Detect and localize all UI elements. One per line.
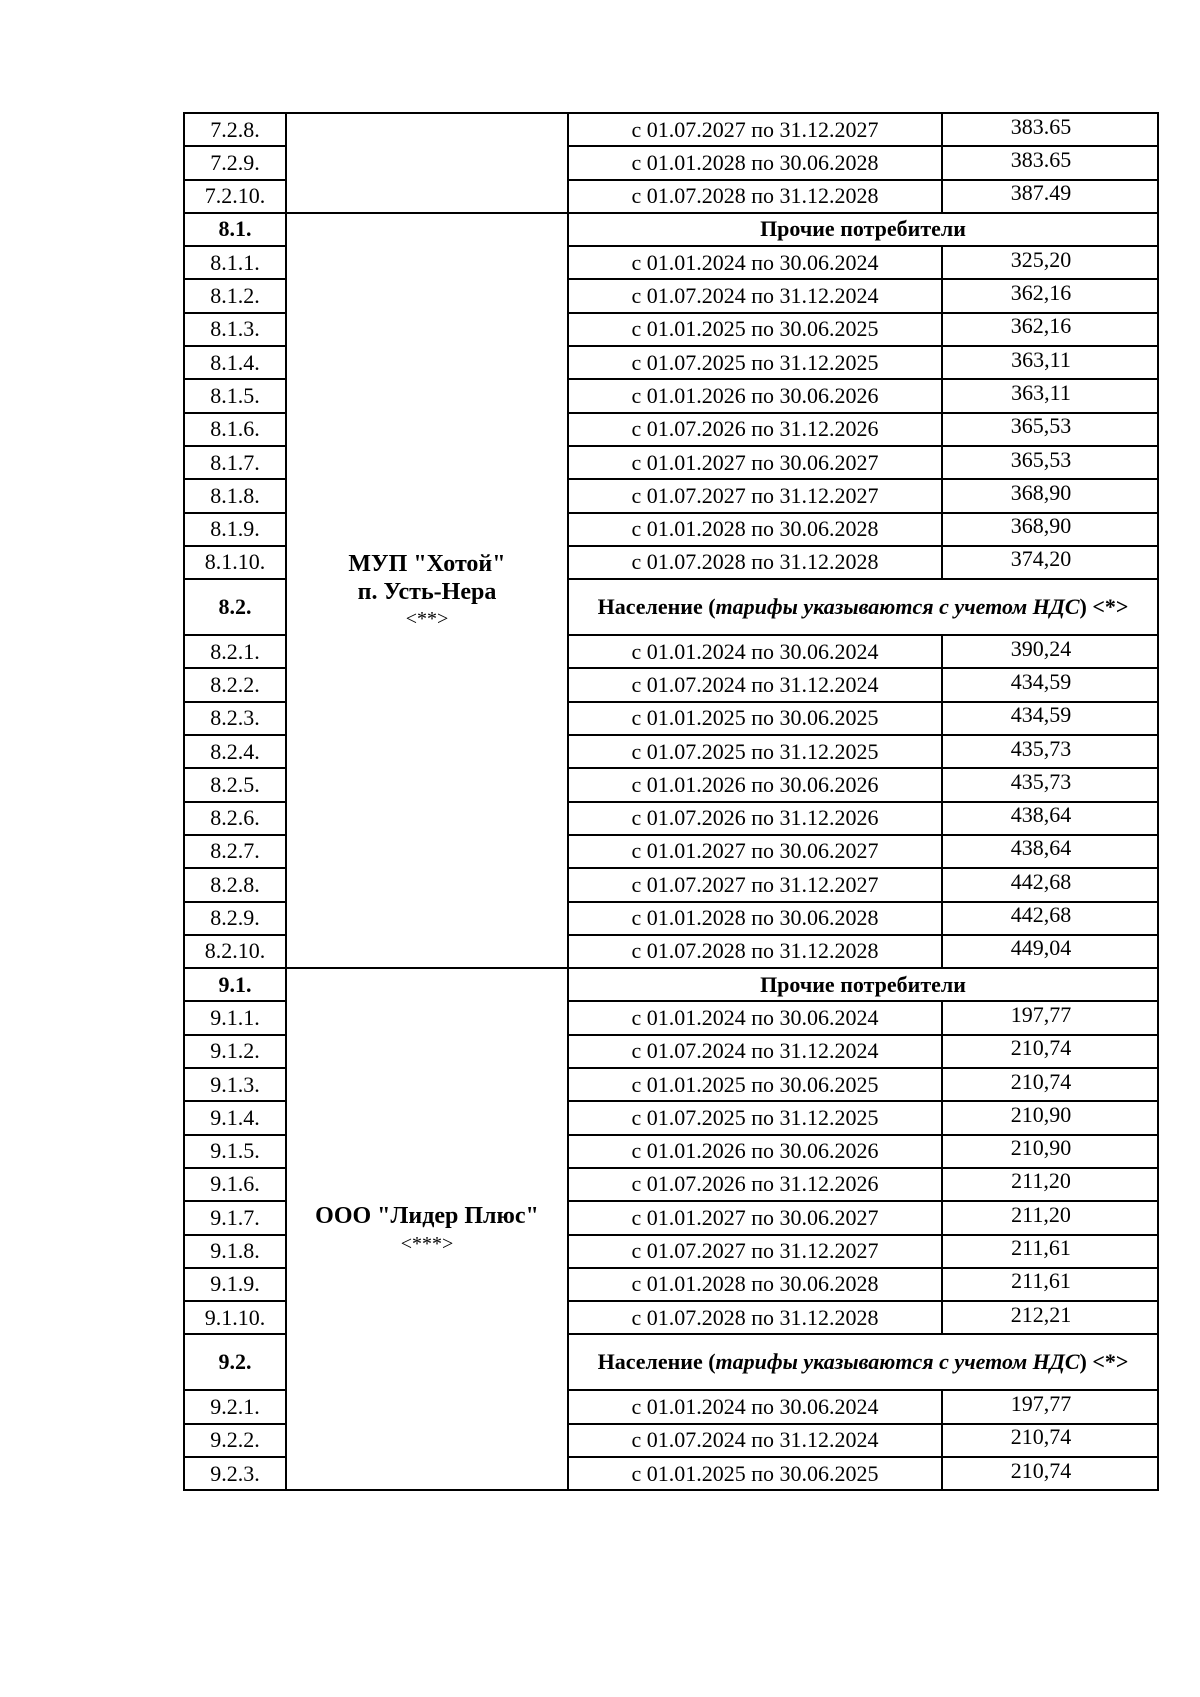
category-population <box>568 579 1158 635</box>
organization-cell <box>286 968 568 1490</box>
row-number: 9.1.5. <box>184 1135 286 1168</box>
tariff-value <box>942 1424 1158 1457</box>
tariff-value <box>942 1390 1158 1423</box>
period-cell: с 01.01.2024 по 30.06.2024 <box>568 246 942 279</box>
tariff-value <box>942 668 1158 701</box>
tariff-value <box>942 546 1158 579</box>
category-row <box>184 968 1158 1001</box>
period-cell: с 01.01.2025 по 30.06.2025 <box>568 1068 942 1101</box>
period-cell: с 01.01.2024 по 30.06.2024 <box>568 1001 942 1034</box>
tariff-value-text: 365,53 <box>1010 446 1072 472</box>
tariff-value-text: 438,64 <box>1010 802 1072 828</box>
period-cell: с 01.07.2026 по 31.12.2026 <box>568 413 942 446</box>
row-number: 9.1.10. <box>184 1301 286 1334</box>
tariff-value <box>942 935 1158 968</box>
row-number: 9.1.8. <box>184 1235 286 1268</box>
tariff-value-text: 368,90 <box>1010 479 1072 505</box>
period-cell: с 01.07.2024 по 31.12.2024 <box>568 1035 942 1068</box>
period-cell: с 01.07.2026 по 31.12.2026 <box>568 802 942 835</box>
period-cell: с 01.01.2028 по 30.06.2028 <box>568 146 942 179</box>
tariff-value <box>942 1301 1158 1334</box>
tariff-value <box>942 868 1158 901</box>
period-cell: с 01.07.2028 по 31.12.2028 <box>568 935 942 968</box>
category-population-ref: ) <*> <box>1079 594 1129 620</box>
tariff-value <box>942 802 1158 835</box>
period-cell: с 01.07.2028 по 31.12.2028 <box>568 180 942 213</box>
tariff-value-text: 211,61 <box>1011 1235 1071 1261</box>
category-row <box>184 213 1158 246</box>
category-population <box>568 1334 1158 1390</box>
row-number: 8.2.2. <box>184 668 286 701</box>
category-population-note: тарифы указываются с учетом НДС <box>715 1349 1080 1375</box>
period-cell: с 01.07.2024 по 31.12.2024 <box>568 1424 942 1457</box>
period-cell: с 01.07.2025 по 31.12.2025 <box>568 1101 942 1134</box>
tariff-value <box>942 413 1158 446</box>
row-number: 8.1.1. <box>184 246 286 279</box>
period-cell: с 01.01.2028 по 30.06.2028 <box>568 513 942 546</box>
tariff-value-text: 438,64 <box>1010 835 1072 861</box>
tariff-value-text: 210,74 <box>1010 1068 1072 1094</box>
tariff-value <box>942 1135 1158 1168</box>
organization-footnote-ref: <**> <box>405 608 449 631</box>
period-cell: с 01.07.2024 по 31.12.2024 <box>568 668 942 701</box>
period-cell: с 01.01.2025 по 30.06.2025 <box>568 702 942 735</box>
tariff-value-text: 434,59 <box>1010 669 1072 694</box>
period-cell: с 01.01.2026 по 30.06.2026 <box>568 379 942 412</box>
row-number: 8.2.7. <box>184 835 286 868</box>
period-cell: с 01.07.2028 по 31.12.2028 <box>568 1301 942 1334</box>
row-number: 7.2.9. <box>184 146 286 179</box>
tariff-value-text: 197,77 <box>1010 1390 1072 1416</box>
row-number: 9.1.3. <box>184 1068 286 1101</box>
period-cell: с 01.01.2027 по 30.06.2027 <box>568 446 942 479</box>
tariff-value-text: 210,74 <box>1010 1035 1072 1061</box>
row-number: 8.2.5. <box>184 768 286 801</box>
period-cell: с 01.07.2025 по 31.12.2025 <box>568 346 942 379</box>
period-cell: с 01.01.2028 по 30.06.2028 <box>568 902 942 935</box>
tariff-value <box>942 1068 1158 1101</box>
tariff-value-text: 362,16 <box>1010 313 1072 339</box>
tariff-value-text: 362,16 <box>1010 280 1072 306</box>
period-cell: с 01.07.2026 по 31.12.2026 <box>568 1168 942 1201</box>
tariff-value-text: 374,20 <box>1010 546 1072 572</box>
tariff-value <box>942 279 1158 312</box>
tariff-value-text: 210,74 <box>1010 1424 1072 1450</box>
category-other-consumers: Прочие потребители <box>568 213 1158 246</box>
period-cell: с 01.07.2028 по 31.12.2028 <box>568 546 942 579</box>
tariff-value-text: 363,11 <box>1011 379 1071 405</box>
row-number: 8.1.6. <box>184 413 286 446</box>
row-number: 9.1.1. <box>184 1001 286 1034</box>
tariff-value <box>942 768 1158 801</box>
tariff-value-text: 210,90 <box>1010 1101 1072 1127</box>
period-cell: с 01.07.2025 по 31.12.2025 <box>568 735 942 768</box>
row-number: 7.2.8. <box>184 113 286 146</box>
tariff-value <box>942 1201 1158 1234</box>
row-number: 9.1.2. <box>184 1035 286 1068</box>
tariff-value <box>942 1035 1158 1068</box>
organization-name: МУП "Хотой" <box>348 550 506 577</box>
tariff-value <box>942 1268 1158 1301</box>
tariff-value <box>942 113 1158 146</box>
row-number: 8.2.6. <box>184 802 286 835</box>
tariff-value-text: 197,77 <box>1010 1001 1072 1027</box>
tariff-value <box>942 635 1158 668</box>
section-number: 8.2. <box>184 579 286 635</box>
period-cell: с 01.01.2028 по 30.06.2028 <box>568 1268 942 1301</box>
organization-cell-continued <box>286 113 568 213</box>
row-number: 9.2.3. <box>184 1457 286 1490</box>
row-number: 8.1.7. <box>184 446 286 479</box>
tariff-value-text: 212,21 <box>1010 1301 1072 1327</box>
tariff-value <box>942 379 1158 412</box>
tariff-value <box>942 146 1158 179</box>
row-number: 8.1.5. <box>184 379 286 412</box>
row-number: 8.2.8. <box>184 868 286 901</box>
row-number: 8.2.3. <box>184 702 286 735</box>
category-population-ref: ) <*> <box>1079 1349 1129 1375</box>
row-number: 9.1.4. <box>184 1101 286 1134</box>
organization-place: п. Усть-Нера <box>357 578 497 605</box>
category-other-consumers: Прочие потребители <box>568 968 1158 1001</box>
row-number: 9.2.2. <box>184 1424 286 1457</box>
tariff-value <box>942 735 1158 768</box>
tariff-table-body <box>184 113 1158 1490</box>
period-cell: с 01.01.2027 по 30.06.2027 <box>568 835 942 868</box>
tariff-value-text: 442,68 <box>1010 868 1072 894</box>
row-number: 8.1.8. <box>184 479 286 512</box>
table-row <box>184 113 1158 146</box>
tariff-value <box>942 246 1158 279</box>
tariff-value <box>942 1101 1158 1134</box>
period-cell: с 01.01.2026 по 30.06.2026 <box>568 1135 942 1168</box>
row-number: 9.1.9. <box>184 1268 286 1301</box>
row-number: 8.1.10. <box>184 546 286 579</box>
row-number: 8.1.4. <box>184 346 286 379</box>
row-number: 9.1.6. <box>184 1168 286 1201</box>
tariff-value-text: 363,11 <box>1011 346 1071 372</box>
period-cell: с 01.07.2027 по 31.12.2027 <box>568 479 942 512</box>
tariff-value-text: 211,20 <box>1011 1168 1071 1194</box>
tariff-value-text: 383.65 <box>1010 146 1072 172</box>
section-number: 8.1. <box>184 213 286 246</box>
section-number: 9.2. <box>184 1334 286 1390</box>
tariff-value-text: 368,90 <box>1010 513 1072 539</box>
tariff-value-text: 435,73 <box>1010 735 1072 761</box>
tariff-value <box>942 313 1158 346</box>
row-number: 8.1.2. <box>184 279 286 312</box>
tariff-value-text: 383.65 <box>1010 113 1072 139</box>
tariff-value <box>942 479 1158 512</box>
period-cell: с 01.01.2027 по 30.06.2027 <box>568 1201 942 1234</box>
row-number: 8.2.4. <box>184 735 286 768</box>
tariff-value-text: 211,61 <box>1011 1268 1071 1294</box>
category-population-label: Население ( <box>597 1349 716 1375</box>
tariff-value <box>942 346 1158 379</box>
period-cell: с 01.07.2027 по 31.12.2027 <box>568 113 942 146</box>
tariff-value-text: 434,59 <box>1010 702 1072 728</box>
row-number: 8.2.10. <box>184 935 286 968</box>
tariff-value <box>942 702 1158 735</box>
section-number: 9.1. <box>184 968 286 1001</box>
tariff-value <box>942 1168 1158 1201</box>
row-number: 9.2.1. <box>184 1390 286 1423</box>
tariff-value-text: 435,73 <box>1010 768 1072 794</box>
tariff-value-text: 211,20 <box>1011 1201 1071 1227</box>
period-cell: с 01.07.2027 по 31.12.2027 <box>568 1235 942 1268</box>
tariff-value <box>942 1457 1158 1490</box>
tariff-value <box>942 1235 1158 1268</box>
period-cell: с 01.01.2025 по 30.06.2025 <box>568 313 942 346</box>
row-number: 7.2.10. <box>184 180 286 213</box>
tariff-value-text: 442,68 <box>1010 902 1072 928</box>
row-number: 9.1.7. <box>184 1201 286 1234</box>
category-population-label: Население ( <box>597 594 716 620</box>
category-population-note: тарифы указываются с учетом НДС <box>715 594 1080 620</box>
tariff-value <box>942 902 1158 935</box>
tariff-value <box>942 513 1158 546</box>
tariff-value-text: 325,20 <box>1010 246 1072 272</box>
row-number: 8.1.3. <box>184 313 286 346</box>
tariff-value <box>942 1001 1158 1034</box>
row-number: 8.2.9. <box>184 902 286 935</box>
tariff-table <box>183 112 1159 1491</box>
tariff-value <box>942 446 1158 479</box>
tariff-value-text: 449,04 <box>1010 935 1072 961</box>
row-number: 8.1.9. <box>184 513 286 546</box>
period-cell: с 01.07.2024 по 31.12.2024 <box>568 279 942 312</box>
tariff-value <box>942 180 1158 213</box>
tariff-value-text: 390,24 <box>1010 635 1072 661</box>
period-cell: с 01.01.2025 по 30.06.2025 <box>568 1457 942 1490</box>
period-cell: с 01.01.2024 по 30.06.2024 <box>568 635 942 668</box>
tariff-value-text: 387.49 <box>1010 180 1072 206</box>
row-number: 8.2.1. <box>184 635 286 668</box>
period-cell: с 01.01.2024 по 30.06.2024 <box>568 1390 942 1423</box>
tariff-value-text: 210,90 <box>1010 1135 1072 1161</box>
organization-name: ООО "Лидер Плюс" <box>315 1203 539 1230</box>
organization-cell <box>286 213 568 968</box>
tariff-value-text: 210,74 <box>1010 1457 1072 1483</box>
organization-footnote-ref: <***> <box>400 1233 454 1255</box>
tariff-value-text: 365,53 <box>1010 413 1072 439</box>
tariff-value <box>942 835 1158 868</box>
period-cell: с 01.07.2027 по 31.12.2027 <box>568 868 942 901</box>
period-cell: с 01.01.2026 по 30.06.2026 <box>568 768 942 801</box>
